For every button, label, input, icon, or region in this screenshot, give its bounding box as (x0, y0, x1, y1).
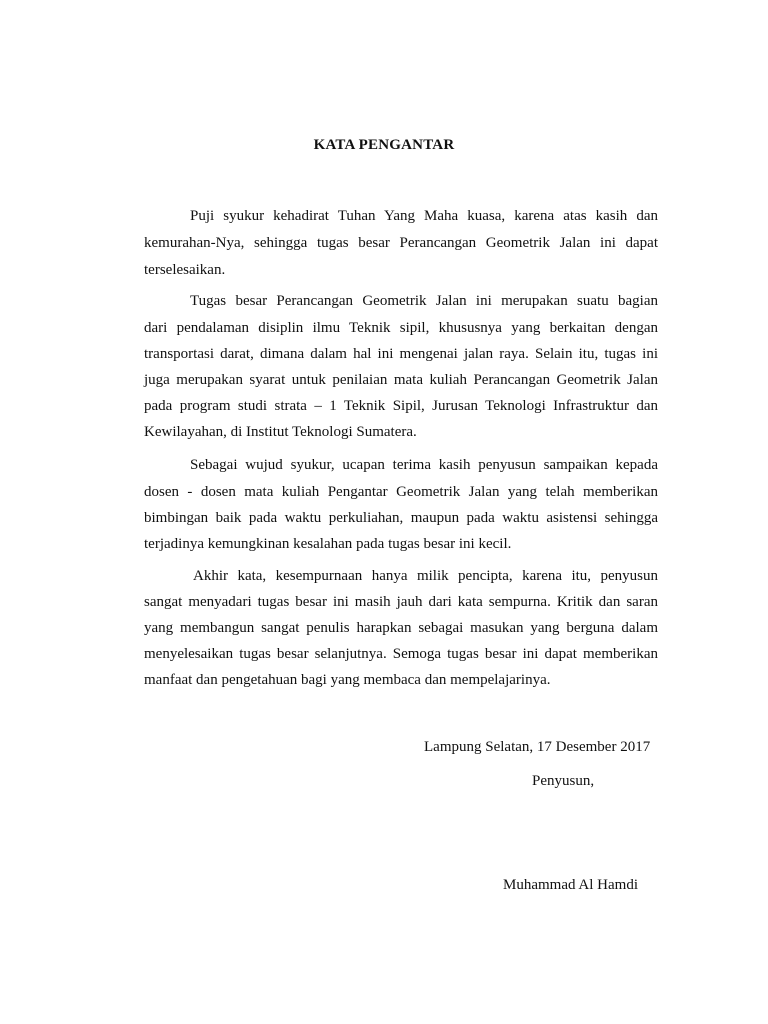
author-name: Muhammad Al Hamdi (503, 877, 638, 893)
paragraph-line: bimbingan baik pada waktu perkuliahan, maupun pada waktu asistensi sehingga (144, 510, 658, 526)
paragraph-line: transportasi darat, dimana dalam hal ini mengenai jalan raya. Selain itu, tugas ini (144, 346, 658, 362)
paragraph-line: manfaat dan pengetahuan bagi yang membaca dan mempelajarinya. (144, 672, 551, 688)
paragraph-line: Akhir kata, kesempurnaan hanya milik pencipta, karena itu, penyusun (193, 568, 658, 584)
paragraph-line: menyelesaikan tugas besar selanjutnya. Semoga tugas besar ini dapat memberikan (144, 646, 658, 662)
page-title: KATA PENGANTAR (313, 137, 455, 153)
paragraph-line: terjadinya kemungkinan kesalahan pada tugas besar ini kecil. (144, 536, 512, 552)
paragraph-line: Puji syukur kehadirat Tuhan Yang Maha kuasa, karena atas kasih dan (190, 208, 658, 224)
paragraph-line: pada program studi strata – 1 Teknik Sipil, Jurusan Teknologi Infrastruktur dan (144, 398, 658, 414)
paragraph-line: Tugas besar Perancangan Geometrik Jalan ini merupakan suatu bagian (190, 293, 658, 309)
paragraph-line: dari pendalaman disiplin ilmu Teknik sipil, khususnya yang berkaitan dengan (144, 320, 658, 336)
paragraph-line: yang membangun sangat penulis harapkan sebagai masukan yang berguna dalam (144, 620, 658, 636)
paragraph-line: juga merupakan syarat untuk penilaian mata kuliah Perancangan Geometrik Jalan (144, 372, 658, 388)
paragraph-line: kemurahan-Nya, sehingga tugas besar Perancangan Geometrik Jalan ini dapat (144, 235, 658, 251)
paragraph-line: dosen - dosen mata kuliah Pengantar Geometrik Jalan yang telah memberikan (144, 484, 658, 500)
paragraph-line: Sebagai wujud syukur, ucapan terima kasih penyusun sampaikan kepada (190, 457, 658, 473)
paragraph-line: terselesaikan. (144, 262, 226, 278)
paragraph-line: sangat menyadari tugas besar ini masih jauh dari kata sempurna. Kritik dan saran (144, 594, 658, 610)
signer-role: Penyusun, (532, 773, 595, 789)
paragraph-line: Kewilayahan, di Institut Teknologi Sumatera. (144, 424, 417, 440)
place-date: Lampung Selatan, 17 Desember 2017 (424, 739, 651, 755)
